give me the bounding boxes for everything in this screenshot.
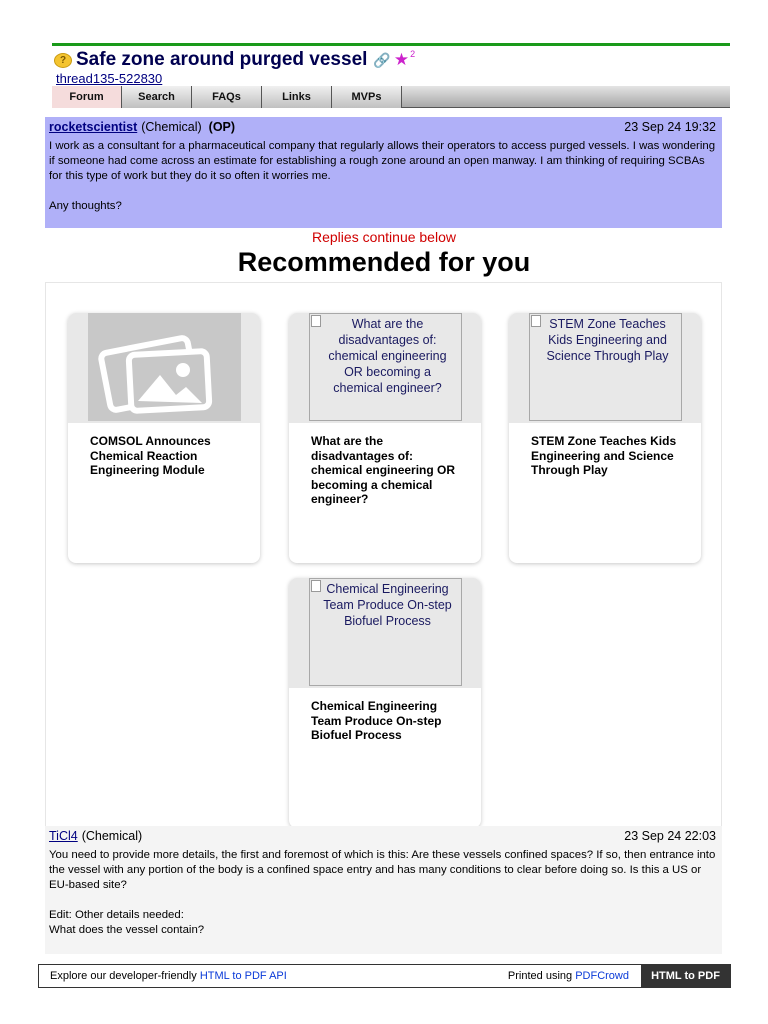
post-date: 23 Sep 24 22:03: [624, 829, 716, 843]
post-header: [49, 117, 718, 137]
page-title: Safe zone around purged vessel: [76, 49, 368, 70]
broken-image-icon: [311, 580, 321, 592]
reply-post: [45, 826, 722, 954]
recommended-card[interactable]: [509, 313, 701, 563]
image-alt-text: What are the disadvantages of: chemical engineering OR becoming a chemical engineer?: [328, 317, 447, 395]
post-paragraph: Edit: Other details needed: What does the vessel contain?: [49, 909, 205, 936]
post-body: [49, 137, 718, 214]
question-bubble-icon: ?: [54, 53, 72, 68]
thread-header: [54, 49, 415, 71]
card-title: What are the disadvantages of: chemical engineering OR becoming a chemical engineer?: [311, 434, 456, 506]
op-post: [45, 117, 722, 228]
post-header: [49, 826, 718, 846]
html-to-pdf-api-link[interactable]: HTML to PDF API: [199, 970, 287, 982]
image-alt-text: STEM Zone Teaches Kids Engineering and Science Through Play: [546, 317, 669, 363]
recommended-heading: Recommended for you: [237, 247, 531, 277]
card-image: [289, 313, 481, 423]
footer-right: [508, 970, 629, 982]
tab-links[interactable]: Links: [262, 86, 332, 108]
op-badge: (OP): [208, 120, 236, 134]
nav-bar: [52, 86, 730, 108]
card-image: [68, 313, 260, 423]
footer-left: [39, 970, 287, 982]
replies-note: Replies continue below: [312, 229, 456, 245]
broken-image-icon: [311, 315, 321, 327]
recommended-card[interactable]: [68, 313, 260, 563]
post-paragraph: Any thoughts?: [49, 200, 122, 212]
tab-forum[interactable]: Forum: [52, 86, 122, 108]
pdfcrowd-link[interactable]: PDFCrowd: [575, 970, 629, 982]
recommended-panel: [45, 282, 722, 827]
star-count: 2: [410, 49, 416, 59]
broken-image-icon: [531, 315, 541, 327]
author-field: (Chemical): [81, 829, 143, 843]
broken-image: [309, 313, 462, 421]
image-alt-text: Chemical Engineering Team Produce On-step Biofuel Process: [323, 582, 452, 628]
card-title: Chemical Engineering Team Produce On-step Biofuel Process: [311, 699, 442, 742]
tab-faqs[interactable]: FAQs: [192, 86, 262, 108]
card-title: COMSOL Announces Chemical Reaction Engineering Module: [90, 434, 211, 477]
card-image: [509, 313, 701, 423]
broken-image: [529, 313, 682, 421]
star-icon[interactable]: ★: [393, 50, 410, 69]
card-title: STEM Zone Teaches Kids Engineering and Science Through Play: [531, 434, 677, 477]
pdf-footer: [38, 964, 731, 988]
html-to-pdf-button[interactable]: HTML to PDF: [641, 965, 730, 987]
footer-left-text: Explore our developer-friendly: [50, 970, 197, 982]
link-icon[interactable]: 🔗: [373, 51, 391, 68]
post-paragraph: I work as a consultant for a pharmaceutical company that regularly allows their operators to access purged vessels. I was wondering if someone had come across an estimate for establishing a rough zone around an open manway. I am thinking of requiring SCBAs for this type of work but they do it so often it worries me.: [49, 140, 716, 182]
broken-image: [309, 578, 462, 686]
tab-search[interactable]: Search: [122, 86, 192, 108]
footer-right-text: Printed using: [507, 970, 573, 982]
card-image: [289, 578, 481, 688]
post-body: [49, 846, 718, 938]
recommended-card[interactable]: [289, 313, 481, 563]
top-divider: [52, 43, 730, 46]
author-link[interactable]: TiCl4: [49, 829, 78, 843]
author-field: (Chemical): [141, 120, 202, 134]
thread-id-link[interactable]: thread135-522830: [56, 71, 163, 86]
post-date: 23 Sep 24 19:32: [624, 120, 716, 134]
recommended-card[interactable]: [289, 578, 481, 828]
author-link[interactable]: rocketscientist: [49, 120, 138, 134]
tab-mvps[interactable]: MVPs: [332, 86, 402, 108]
image-placeholder-icon: [88, 313, 241, 421]
post-paragraph: You need to provide more details, the first and foremost of which is this: Are these vessels confined spaces? If so, then entrance into the vessel with any portion of the body is a confined space entry and has many conditions to clear before doing so. Is this a US or EU-based site?: [49, 849, 716, 891]
